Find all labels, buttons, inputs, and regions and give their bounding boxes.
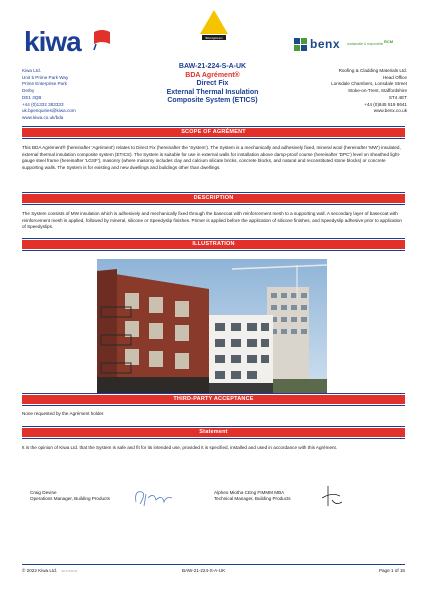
- address-phone: +44 (0)1332 383333: [22, 101, 64, 107]
- scope-heading: SCOPE OF AGRÉMENT: [22, 128, 405, 137]
- svg-text:BDA Agrément: BDA Agrément: [205, 37, 223, 40]
- illustration-heading: ILLUSTRATION: [22, 240, 405, 249]
- signatory-2: [214, 490, 291, 503]
- address-website[interactable]: www.kiwa.co.uk/bda: [22, 114, 64, 120]
- signature-image: [318, 484, 346, 510]
- footer-copyright: [22, 568, 77, 573]
- signatory-role: Technical Manager, Building Products: [214, 496, 291, 502]
- address-line: Stoke-on-Trent, Staffordshire: [348, 88, 407, 94]
- benx-mark-icon: [301, 38, 307, 44]
- address-line: DE1 3QB: [22, 94, 42, 100]
- address-line: Prime Enterprise Park: [22, 81, 67, 87]
- bda-agrement-logo: [198, 8, 230, 42]
- rcm-logo: RCM: [384, 39, 394, 44]
- address-line: Derby: [22, 88, 35, 94]
- statement-text: It is the opinion of Kiwa Ltd. that the System is safe and fit for its intended use, provided it is specified, installed and used in accordance with this Agrément.: [22, 445, 338, 450]
- address-line: Head Office: [382, 74, 407, 80]
- description-text: The System consists of MW insulation which is adhesively and mechanically fixed through the basecoat with reinforcement mesh to a supporting wall. A secondary layer of basecoat with reinforcement mesh is applied, followed by mineral, silicone or Speedyslip finishes. Primer is applied before the application of silicone finishes, and Speedyslip adhesive prior to application of Speedyslips.: [22, 211, 402, 230]
- footer-cert-number: BAW-21-224-S-A-UK: [182, 568, 226, 573]
- kiwa-flag-icon: [92, 28, 112, 52]
- kiwa-logo-text: kiwa: [24, 26, 81, 57]
- footer-divider: [22, 564, 405, 565]
- signatory-name: Alpheo Miotha CEng FIMMM MBA: [214, 490, 285, 495]
- third-party-text: None requested by the Agrément holder.: [22, 411, 105, 416]
- benx-mark-icon: [294, 38, 300, 44]
- benx-logo: [292, 34, 412, 56]
- scope-text: This BDA Agrément® (hereinafter 'Agrément') relates to Direct Fix (hereinafter the 'System'). The System is a mechanically and adhesively fixed, mineral wool (hereinafter 'MW') insulated, external thermal insulation composite system (ETICS). The System is suitable for use in external walls for installation above damp-proof course (hereinafter 'DPC') level on sheathed light-gauge steel frame (hereinafter 'LGSF'), masonry (where masonry includes clay and calcium silicate bricks, concrete blocks, and natural and reconstituted stone blocks) or concrete supporting walls. The System is for existing and new dwellings and buildings other than dwellings.: [22, 145, 401, 170]
- address-website[interactable]: www.benx.co.uk: [373, 108, 407, 114]
- building-illustration-image: [97, 259, 327, 393]
- address-email[interactable]: uk.bpenquiries@kiwa.com: [22, 108, 76, 114]
- kiwa-logo: [22, 22, 108, 60]
- third-party-heading: THIRD-PARTY ACCEPTANCE: [22, 395, 405, 404]
- description-heading: DESCRIPTION: [22, 194, 405, 203]
- address-line: Roofing & Cladding Materials Ltd.: [338, 68, 407, 73]
- benx-logo-text: benx: [310, 37, 341, 51]
- product-name: Direct Fix: [196, 80, 229, 87]
- statement-heading: Statement: [22, 428, 405, 437]
- benx-tagline: sustainable & responsible: [347, 42, 384, 46]
- address-phone: +44 (0)845 519 8641: [364, 101, 407, 107]
- certificate-number: BAW-21-224-S-A-UK: [178, 63, 247, 70]
- signature-image: [132, 484, 174, 510]
- address-line: Lonsdale Chambers, Lonsdale Street: [331, 81, 407, 87]
- agrement-title: BDA Agrément®: [185, 72, 240, 79]
- product-description: Composite System (ETICS): [167, 97, 258, 104]
- benx-mark-icon: [301, 45, 307, 51]
- signatory-role: Operations Manager, Building Products: [30, 496, 110, 502]
- address-line: Kiwa Ltd.: [22, 68, 41, 73]
- benx-mark-icon: [294, 45, 300, 51]
- copyright-text: © 2022 Kiwa Ltd.: [22, 568, 58, 573]
- kiwa-address: [22, 68, 132, 122]
- address-line: Unit 5 Prime Park Way: [22, 74, 69, 80]
- address-line: ST4 4ET: [388, 94, 407, 100]
- signatory-name: Craig Devine: [30, 490, 57, 495]
- holder-address: [277, 68, 407, 115]
- page-number: Page 1 of 15: [378, 568, 405, 573]
- form-code: SP-F-000-02: [61, 569, 78, 573]
- signatory-1: [30, 490, 110, 503]
- product-description: External Thermal Insulation: [166, 88, 259, 96]
